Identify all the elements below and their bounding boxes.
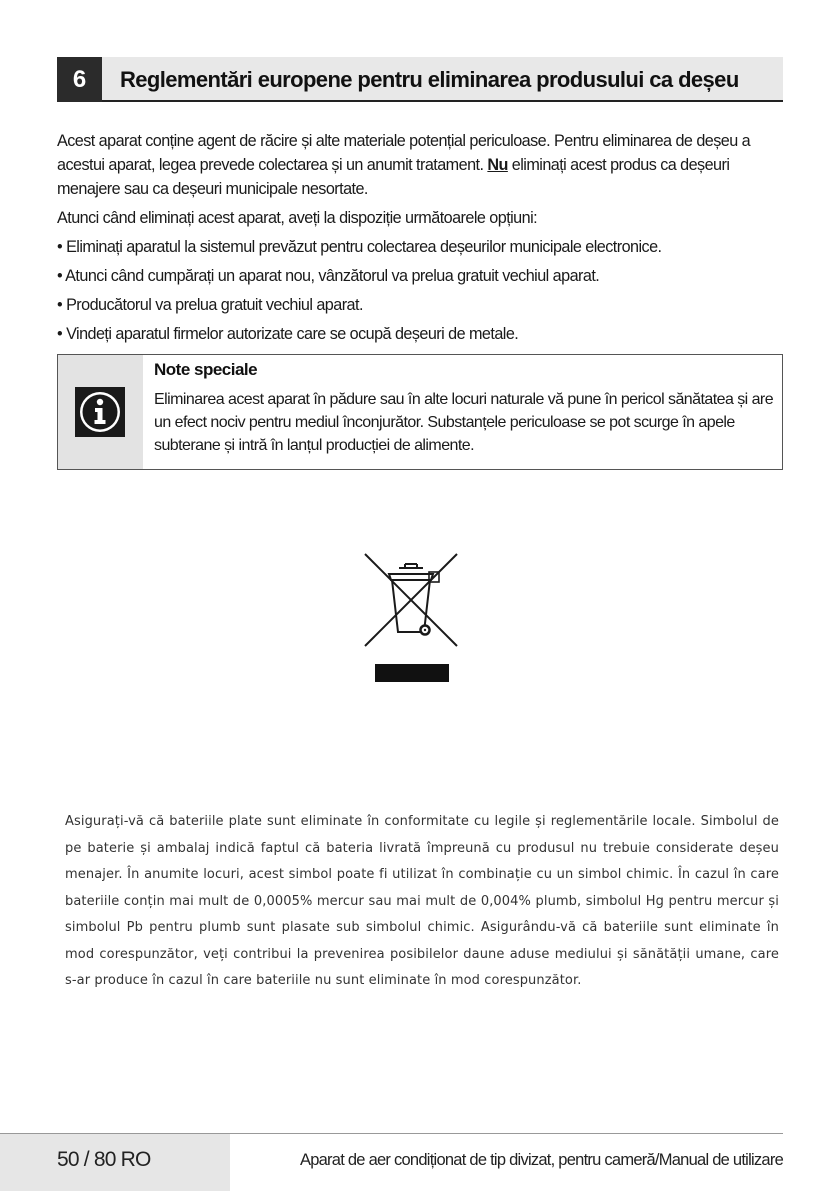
options-intro: Atunci când eliminați acest aparat, aveți la dispoziție următoarele opțiuni: <box>57 209 538 227</box>
list-item: • Eliminați aparatul la sistemul prevăzut pentru colectarea deșeurilor municipale electronice. <box>57 238 662 256</box>
list-item: • Atunci când cumpărați un aparat nou, vânzătorul va prelua gratuit vechiul aparat. <box>57 267 600 285</box>
note-icon-cell <box>58 355 143 469</box>
solid-bar-marker <box>375 664 449 682</box>
disposal-options-list <box>57 235 787 351</box>
intro-text-part2: eliminați acest produs ca deșeuri menajere sau ca deșeuri municipale nesortate. <box>57 156 730 198</box>
section-title-bar <box>102 57 783 102</box>
intro-paragraph <box>57 129 787 201</box>
special-note-box <box>57 354 783 470</box>
note-title: Note speciale <box>154 360 258 379</box>
battery-disposal-paragraph: Asigurați-vă că bateriile plate sunt eliminate în conformitate cu legile și reglementările locale. Simbolul de pe baterie și ambalaj indică faptul că bateria livrată împreună cu produsul nu trebuie considerate deșeu menajer. În anumite locuri, acest simbol poate fi utilizat în combinație cu un simbol chimic. În cazul în care bateriile conțin mai mult de 0,0005% mercur sau mai mult de 0,004% plumb, simbolul Hg pentru mercur și simbolul Pb pentru plumb sunt plasate sub simbolul chimic. Asigurându-vă că bateriile sunt eliminate în mod corespunzător, veți contribui la prevenirea posibilelor daune aduse mediului și sănătății umane, care s-ar produce în cazul în care bateriile nu sunt eliminate în mod corespunzător. <box>65 814 779 988</box>
intro-text-part1: Acest aparat conține agent de răcire și alte materiale potențial periculoase. Pentru eliminarea de deșeu a acestui aparat, legea prevede colectarea și un anumit tratament. <box>57 132 751 174</box>
list-item: • Vindeți aparatul firmelor autorizate care se ocupă deșeuri de metale. <box>57 325 519 343</box>
footer-document-title: Aparat de aer condiționat de tip divizat, pentru cameră/Manual de utilizare <box>299 1151 783 1169</box>
section-header <box>57 57 783 102</box>
page-number: 50 / 80 RO <box>57 1148 151 1171</box>
section-number: 6 <box>57 57 102 102</box>
intro-emphasis: Nu <box>487 156 508 174</box>
section-title: Reglementări europene pentru eliminarea produsului ca deșeu <box>120 67 739 92</box>
note-text: Eliminarea acest aparat în pădure sau în alte locuri naturale vă pune în pericol sănătatea și are un efect nociv pentru mediul înconjurător. Substanțele periculoase se pot scurge în apele subterane și intră în lanțul producției de alimente. <box>154 391 774 454</box>
crossed-out-wheelie-bin-icon <box>361 550 461 650</box>
list-item: • Producătorul va prelua gratuit vechiul aparat. <box>57 296 363 314</box>
info-icon <box>75 387 125 437</box>
